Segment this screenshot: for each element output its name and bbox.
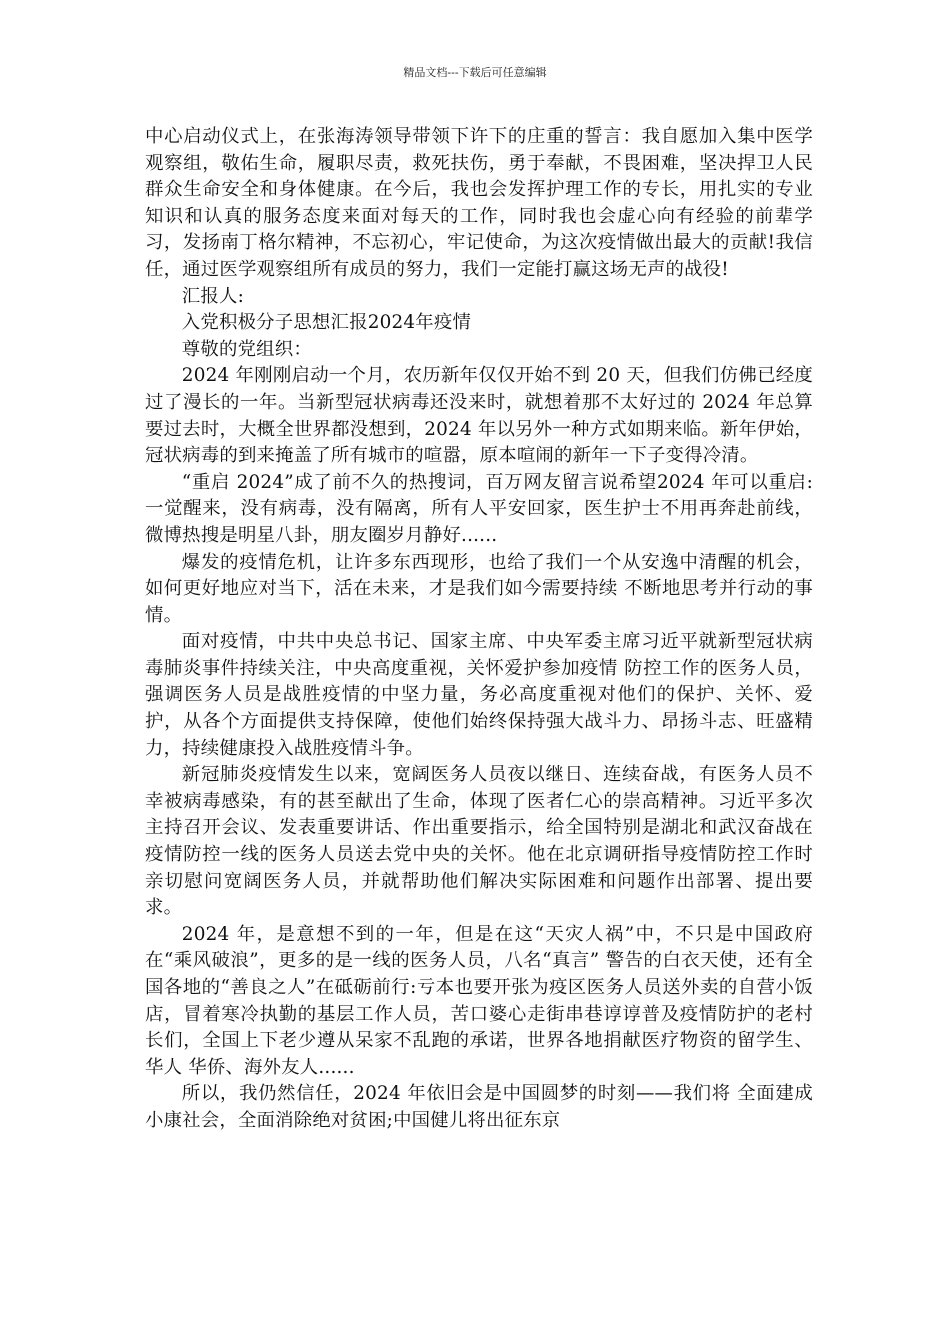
salutation: 尊敬的党组织： <box>181 338 312 360</box>
document-title: 入党积极分子思想汇报2024年疫情 <box>181 312 472 334</box>
paragraph-leadership: 面对疫情，中共中央总书记、国家主席、中央军委主席习近平就新型冠状病毒肺炎事件持续关注，中央高度重视，关怀爱护参加疫情 防控工作的医务人员，强调医务人员是战胜疫情的中坚力量，务必高度重视对他们的保护、关怀、爱护，从各个方面提供支持保障，使他们始终保持强大战斗力、昂扬斗志、旺盛精力，持续健康投入战胜疫情斗争。 <box>145 631 813 759</box>
paragraph-belief: 所以，我仍然信任，2024 年依旧会是中国圆梦的时刻——我们将 全面建成小康社会，全面消除绝对贫困;中国健儿将出征东京 <box>145 1083 813 1131</box>
paragraph-new-year: 2024 年刚刚启动一个月，农历新年仅仅开始不到 20 天，但我们仿佛已经度过了漫长的一年。当新型冠状病毒还没来时，就想着那不太好过的 2024 年总算要过去时，大概全世界都没想到，2024 年以另外一种方式如期来临。新年伊始，冠状病毒的到来掩盖了所有城市的喧嚣，原本喧闹的新年一下子变得冷清。 <box>145 365 813 467</box>
document-body <box>145 124 813 1135</box>
paragraph-restart: “重启 2024”成了前不久的热搜词，百万网友留言说希望2024 年可以重启:一觉醒来，没有病毒，没有隔离，所有人平安回家，医生护士不用再奔赴前线，微博热搜是明星八卦，朋友圈岁月静好...... <box>145 471 813 546</box>
paragraph-medical-staff: 新冠肺炎疫情发生以来，宽阔医务人员夜以继日、连续奋战，有医务人员不幸被病毒感染，有的甚至献出了生命，体现了医者仁心的崇高精神。习近平多次主持召开会议、发表重要讲话、作出重要指示，给全国特别是湖北和武汉奋战在疫情防控一线的医务人员送去党中央的关怀。他在北京调研指导疫情防控工作时亲切慰问宽阔医务人员，并就帮助他们解决实际困难和问题作出部署、提出要求。 <box>145 764 813 919</box>
paragraph-unexpected-year: 2024 年，是意想不到的一年，但是在这“天灾人祸”中，不只是中国政府在“乘风破浪”，更多的是一线的医务人员，八名“真言” 警告的白衣天使，还有全国各地的“善良之人”在砥砺前行:亏本也要开张为疫区医务人员送外卖的自营小饭店，冒着寒冷执勤的基层工作人员，苦口婆心走街串巷谆谆普及疫情防护的老村长们，全国上下老少遵从呆家不乱跑的承诺，世界各地捐献医疗物资的留学生、华人 华侨、海外友人...... <box>145 923 813 1078</box>
paragraph-crisis: 爆发的疫情危机，让许多东西现形，也给了我们一个从安逸中清醒的机会，如何更好地应对当下，活在未来，才是我们如今需要持续 不断地思考并行动的事情。 <box>145 551 813 626</box>
paragraph-oath-continuation: 中心启动仪式上，在张海涛领导带领下许下的庄重的誓言：我自愿加入集中医学观察组，敬佑生命，履职尽责，救死扶伤，勇于奉献，不畏困难，坚决捍卫人民群众生命安全和身体健康。在今后，我也会发挥护理工作的专长，用扎实的专业知识和认真的服务态度来面对每天的工作，同时我也会虚心向有经验的前辈学习，发扬南丁格尔精神，不忘初心，牢记使命，为这次疫情做出最大的贡献!我信任，通过医学观察组所有成员的努力，我们一定能打赢这场无声的战役! <box>145 126 813 280</box>
reporter-signature-line: 汇报人: <box>181 285 244 307</box>
page-header: 精品文档---下载后可任意编辑 <box>403 66 547 79</box>
